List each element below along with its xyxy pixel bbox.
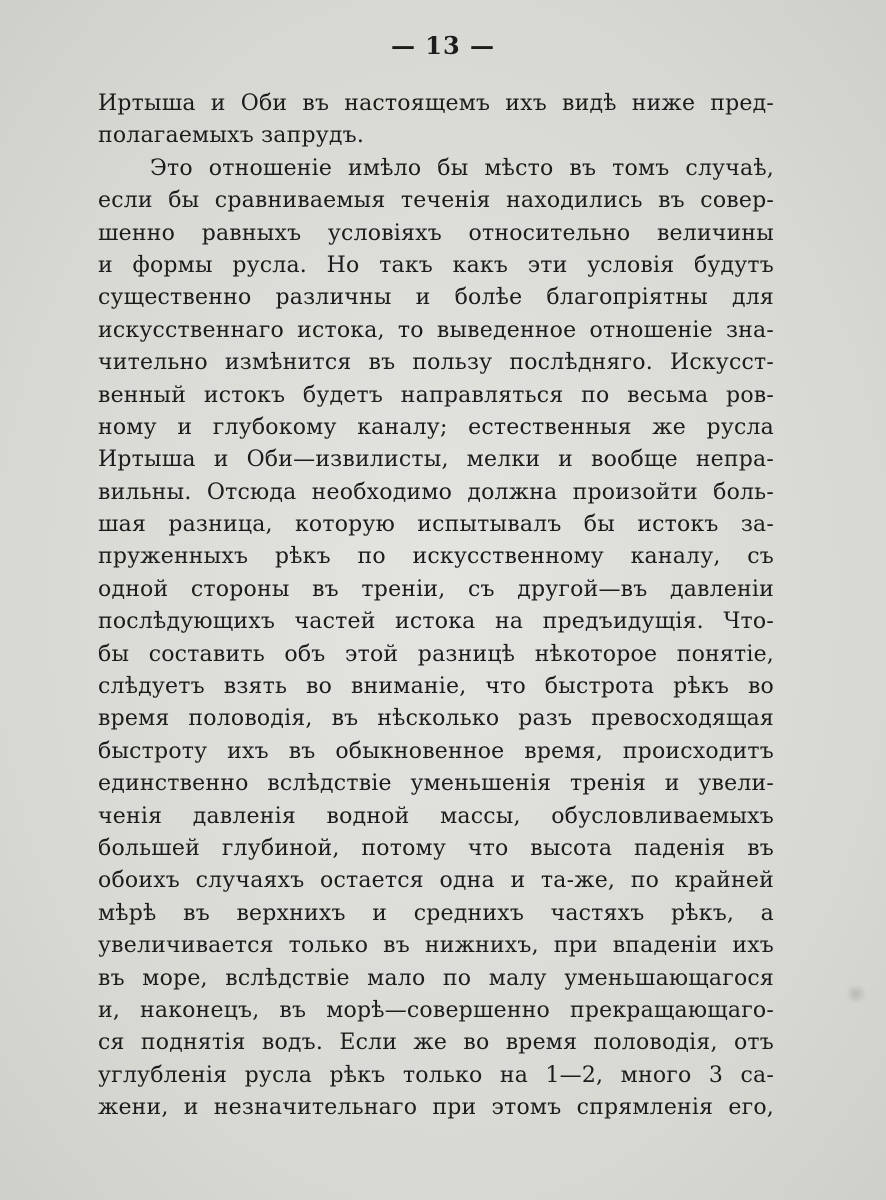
page-number: — 13 —	[390, 31, 496, 60]
text-line: углубленія русла рѣкъ только на 1—2, много 3 са-	[98, 1062, 774, 1088]
body-text	[98, 88, 774, 1125]
text-line: мѣрѣ въ верхнихъ и среднихъ частяхъ рѣкъ, а	[98, 900, 774, 926]
text-line: одной стороны въ треніи, съ другой—въ давленіи	[98, 576, 774, 602]
text-line: и формы русла. Но такъ какъ эти условія будутъ	[98, 252, 774, 278]
text-line: большей глубиной, потому что высота паденія въ	[98, 835, 774, 861]
text-line: время половодія, въ нѣсколько разъ превосходящая	[98, 706, 774, 732]
text-line: Это отношеніе имѣло бы мѣсто въ томъ случаѣ,	[150, 155, 774, 181]
text-line: бы составить объ этой разницѣ нѣкоторое понятіе,	[98, 641, 774, 667]
text-line: быстроту ихъ въ обыкновенное время, происходитъ	[98, 738, 774, 764]
text-line: слѣдуетъ взять во вниманіе, что быстрота рѣкъ во	[98, 674, 774, 700]
text-line: если бы сравниваемыя теченія находились въ совер-	[98, 188, 774, 214]
text-line: ному и глубокому каналу; естественныя же русла	[98, 414, 774, 440]
text-line: Иртыша и Оби въ настоящемъ ихъ видѣ ниже пред-	[98, 91, 774, 116]
text-line: существенно различны и болѣе благопріятны для	[98, 285, 774, 311]
text-line: ченія давленія водной массы, обусловливаемыхъ	[98, 803, 774, 829]
text-line: полагаемыхъ запрудъ.	[98, 123, 365, 149]
paper-smudge	[844, 985, 868, 1003]
text-line: увеличивается только въ нижнихъ, при впаденіи ихъ	[98, 933, 774, 959]
text-line: вильны. Отсюда необходимо должна произойти боль-	[98, 479, 774, 505]
text-line: пруженныхъ рѣкъ по искусственному каналу, съ	[98, 544, 774, 570]
text-line: единственно вслѣдствіе уменьшенія тренія и увели-	[98, 771, 774, 797]
text-line: чительно измѣнится въ пользу послѣдняго. Искусст-	[98, 350, 774, 376]
text-line: обоихъ случаяхъ остается одна и та-же, по крайней	[98, 868, 774, 894]
text-line: и, наконецъ, въ морѣ—совершенно прекращающаго-	[98, 997, 774, 1023]
text-line: въ море, вслѣдствіе мало по малу уменьшающагося	[98, 965, 774, 991]
text-line: искусственнаго истока, то выведенное отношеніе зна-	[98, 317, 774, 343]
text-line: послѣдующихъ частей истока на предъидущія. Что-	[98, 609, 774, 635]
text-line: ся поднятія водъ. Если же во время половодія, отъ	[98, 1030, 774, 1056]
text-line: шенно равныхъ условіяхъ относительно величины	[98, 220, 774, 246]
text-line: жени, и незначительнаго при этомъ спрямленія его,	[98, 1095, 774, 1121]
text-line: венный истокъ будетъ направляться по весьма ров-	[98, 382, 774, 408]
text-line: Иртыша и Оби—извилисты, мелки и вообще непра-	[98, 447, 774, 473]
text-line: шая разница, которую испытывалъ бы истокъ за-	[98, 512, 774, 538]
